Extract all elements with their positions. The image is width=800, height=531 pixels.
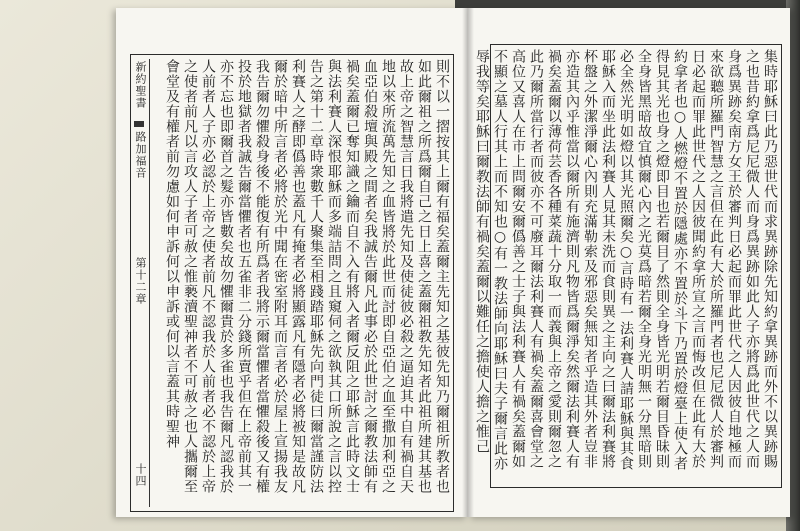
left-page	[116, 8, 468, 517]
left-page-frame	[130, 54, 454, 512]
right-page-text	[474, 49, 779, 483]
left-page-text	[151, 59, 451, 507]
book-spine-shadow	[462, 8, 474, 517]
right-page	[468, 8, 790, 517]
right-page-frame	[474, 44, 782, 488]
page-number: 十四	[134, 463, 147, 487]
volume-title: 路加福音	[134, 131, 147, 179]
chapter-label: 第十二章	[134, 257, 147, 305]
left-page-body: 則不以一摺按其上爾有福矣蓋爾主先知之基彼先知乃爾祖所教者也如此爾祖之所爲爾自己之日上喜之蓋爾祖教先知者此祖所建其基也故上帝之智慧言日我將遣先知及使徒彼必殺之逼迫其中自有禍自天地以來所流萬先知之血皆將於此世而討即自亞伯之血至撒加利亞之血亞伯殺壇與殿之間者矣我誠告爾凡此事必於此世討之爾教法師有禍矣蓋爾已奪知識之鑰而自不入有將入者爾反阻之耶穌言此時文士與法利賽人深恨耶穌而多端詰問之且窺伺之欲執其口所說之言以控告之第十二章時衆數千人聚集至相踐踏耶穌先向門徒曰爾當謹防法利賽人之酵即僞善也蓋凡有掩者必將顯露凡有隱者必將被知是故凡爾於暗中所言者必將於光中聞在密室附耳而言者必於屋上宣揚我友我告爾勿懼殺身後不能復有所爲者我將示爾當懼者當懼殺後又有權投於地獄者我誠告爾當懼者也五雀非二分錢所賣乎但在上帝前其一亦不忘也即爾首之髮亦皆數矣故勿懼爾貴於多雀也我告爾凡認我於人前者人子亦必認於上帝之使者前凡不認我於人前者必不認於上帝之使者前凡以言攻人子者可赦之惟褻瀆聖神者不可赦之也人攜爾至會堂及有權者前勿慮如何申訴何以申訴或何以言蓋其時聖神	[164, 59, 450, 494]
book-title: 新約聖書	[134, 61, 147, 109]
page-margin-column	[131, 59, 150, 507]
right-page-body: 集時耶穌曰此乃惡世代而求異跡除先知約拿異跡而外不以異跡賜之也昔約拿爲尼尼微人而身爲異跡如此人子亦將爲此世代之人而身爲異跡矣南方女王於審判日必起而罪此世代之人因彼自地極而來欲聽所羅門智慧之言但在此有大於所羅門者也尼尼微人於審判日必起而罪此世代之人因彼聞約拿所宣之言而悔改但在此有大於約拿者也○人燃燈不置於隱處亦不置於斗下乃置於燈臺上使入者得見其光也身之燈即目也若爾目了然則全身皆光明若爾目昏昧則全身皆黑暗故宜慎爾心內之光莫爲暗若爾全身光明無一分黑暗則必全然光明如燈以其光照爾矣○言時有一法利賽人請耶穌與其食耶穌入而坐此法利賽人見其未洗而食則異之主向之曰爾法利賽將杯盤之外潔淨爾心內則充滿勒索及邪惡矣無知者乎造其外者豈非亦造其內乎惟當以爾所有施濟則凡物皆爲爾淨矣然爾法利賽人有禍矣蓋爾以薄荷芸香各種菜蔬十分取一而義與上帝之愛則爾忽之此乃爾所當行者而彼亦不可廢耳爾法利賽人有禍矣蓋爾喜會堂之高位又喜人在市上問爾安爾僞善之士子與法利賽人有禍矣蓋爾如不顯之墓人行其上而不知也○有一教法師向耶穌曰夫子爾言此亦辱我等矣耶穌曰爾教法師有禍矣蓋爾以難任之擔使人擔之惟己	[474, 49, 778, 471]
fish-tail-mark	[134, 121, 144, 127]
